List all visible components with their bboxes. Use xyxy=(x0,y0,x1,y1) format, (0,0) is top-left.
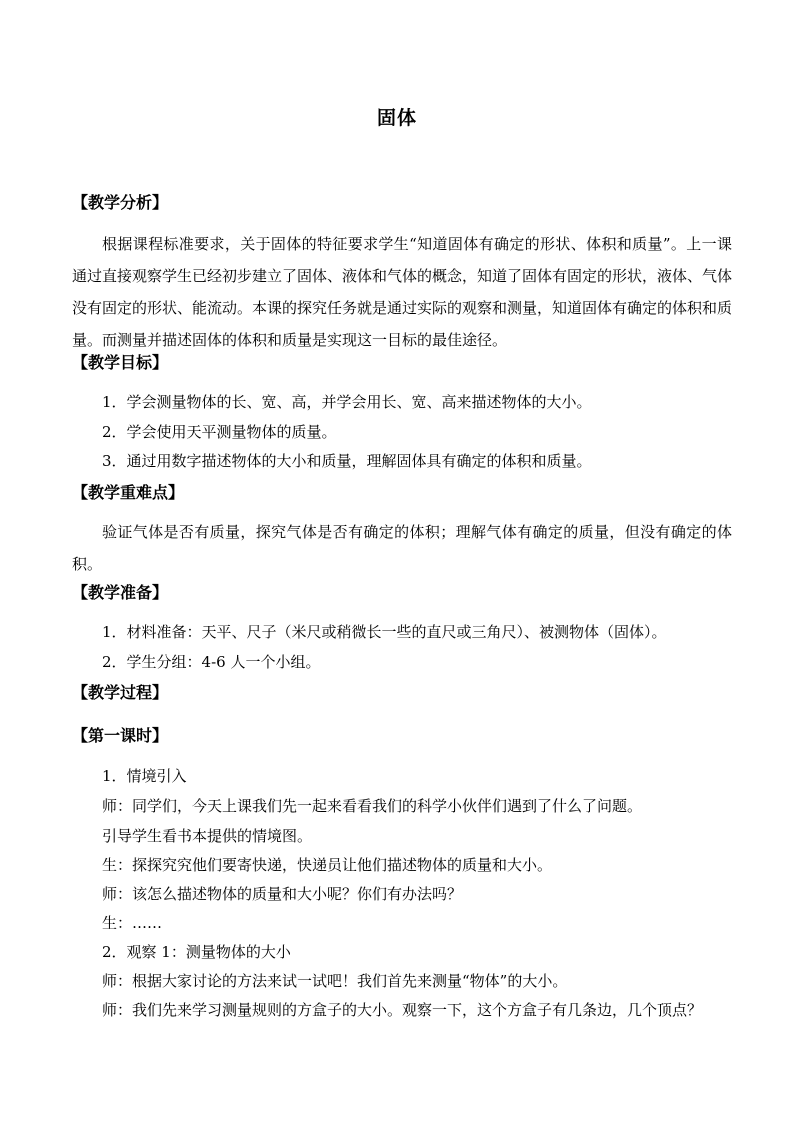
key-points-paragraph: 验证气体是否有质量，探究气体是否有确定的体积；理解气体有确定的质量，但没有确定的体积。 xyxy=(72,523,732,573)
heading-process: 【教学过程】 xyxy=(72,683,169,702)
lesson-line-3: 引导学生看书本提供的情境图。 xyxy=(102,827,313,845)
goal-item-3: 3．通过用数字描述物体的大小和质量，理解固体具有确定的体积和质量。 xyxy=(102,452,592,470)
lesson-line-4: 生：探探究究他们要寄快递，快递员让他们描述物体的质量和大小。 xyxy=(102,856,553,874)
heading-goals: 【教学目标】 xyxy=(72,353,169,372)
heading-first-lesson: 【第一课时】 xyxy=(72,726,169,745)
lesson-line-6: 生：…… xyxy=(102,914,163,932)
lesson-line-7: 2．观察 1：测量物体的大小 xyxy=(102,943,291,961)
lesson-line-9: 师：我们先来学习测量规则的方盒子的大小。观察一下，这个方盒子有几条边，几个顶点？ xyxy=(102,1001,703,1019)
heading-key-points: 【教学重难点】 xyxy=(72,483,185,502)
document-title: 固体 xyxy=(376,107,417,129)
preparation-item-1: 1．材料准备：天平、尺子（米尺或稍微长一些的直尺或三角尺）、被测物体（固体）。 xyxy=(102,623,667,641)
lesson-line-5: 师：该怎么描述物体的质量和大小呢？你们有办法吗？ xyxy=(102,885,463,903)
preparation-item-2: 2．学生分组：4-6 人一个小组。 xyxy=(102,653,321,671)
analysis-paragraph: 根据课程标准要求，关于固体的特征要求学生“知道固体有确定的形状、体积和质量”。上一课通过直接观察学生已经初步建立了固体、液体和气体的概念，知道了固体有固定的形状，液体、气体没有固定的形状、能流动。本课的探究任务就是通过实际的观察和测量，知道固体有确定的体积和质量。而测量并描述固体的体积和质量是实现这一目标的最佳途径。 xyxy=(72,235,733,349)
lesson-line-1: 1．情境引入 xyxy=(102,767,187,785)
heading-preparation: 【教学准备】 xyxy=(72,583,169,602)
goal-item-2: 2．学会使用天平测量物体的质量。 xyxy=(102,423,337,441)
lesson-line-2: 师：同学们，今天上课我们先一起来看看我们的科学小伙伴们遇到了什么了问题。 xyxy=(102,797,643,815)
lesson-line-8: 师：根据大家讨论的方法来试一试吧！我们首先来测量“物体”的大小。 xyxy=(102,972,568,990)
goal-item-1: 1．学会测量物体的长、宽、高，并学会用长、宽、高来描述物体的大小。 xyxy=(102,393,592,411)
heading-analysis: 【教学分析】 xyxy=(72,193,169,212)
